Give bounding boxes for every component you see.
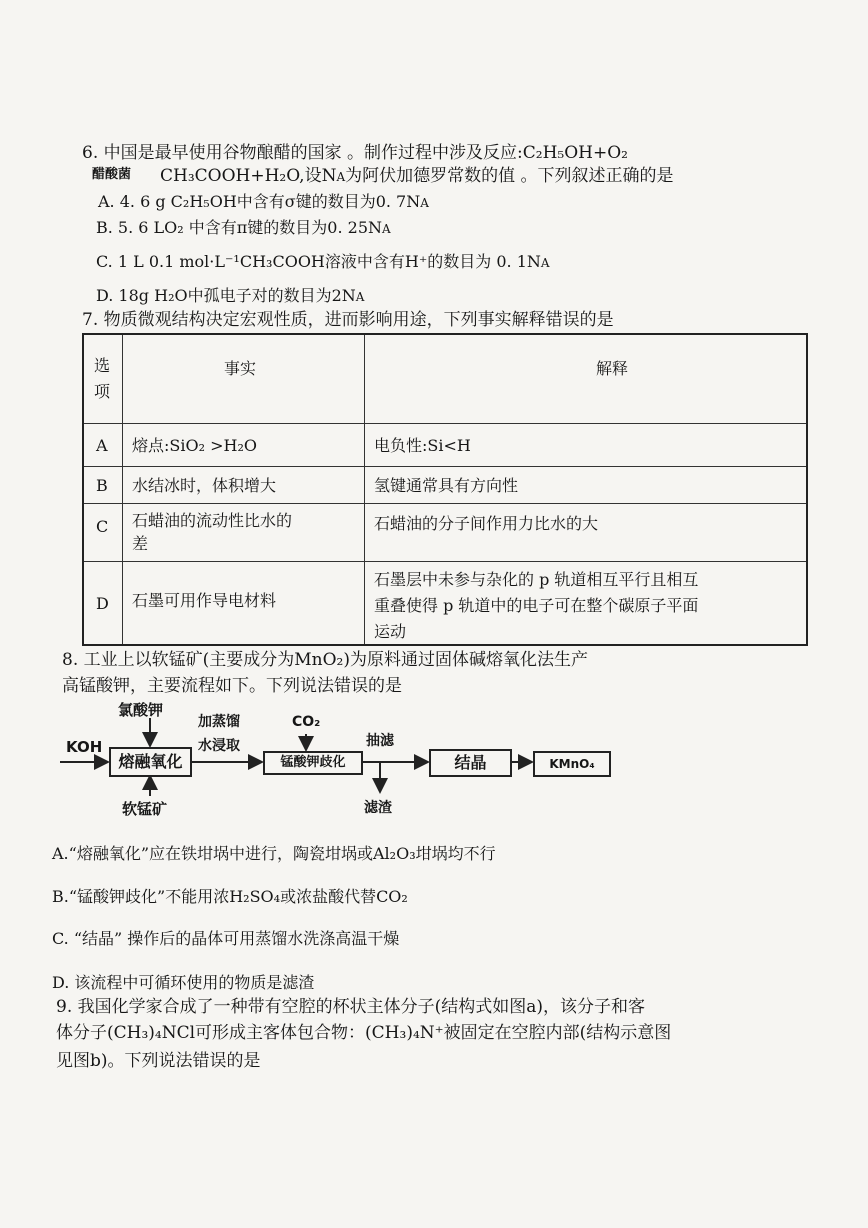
- table-row-a-explanation: 电负性:Si<H: [374, 436, 471, 455]
- flow-box-kmno4: KMnO₄: [533, 751, 611, 777]
- table-header-explanation: 解释: [596, 359, 629, 378]
- q6-stem-line2: CH₃COOH+H₂O,设NA为阿伏加德罗常数的值 。下列叙述正确的是: [160, 166, 674, 186]
- flow-step-label-2: 水浸取: [198, 738, 240, 754]
- table-row-c-option: C: [96, 517, 109, 536]
- table-header-fact: 事实: [224, 359, 257, 378]
- q9-stem-line2: 体分子(CH₃)₄NCl可形成主客体包合物：(CH₃)₄N⁺被固定在空腔内部(结构示意图: [56, 1023, 672, 1043]
- q7-stem: 7. 物质微观结构决定宏观性质，进而影响用途，下列事实解释错误的是: [82, 310, 614, 330]
- table-row-d-explanation: 石墨层中未参与杂化的 p 轨道相互平行且相互 重叠使得 p 轨道中的电子可在整个碳原子平面 运动: [374, 570, 699, 641]
- flow-box-fusion-oxidation: 熔融氧化: [109, 747, 192, 777]
- flow-ore-label: 软锰矿: [122, 800, 168, 818]
- table-row-b-fact: 水结冰时，体积增大: [132, 476, 277, 495]
- flow-box-disproportionation: 锰酸钾歧化: [263, 751, 363, 775]
- table-row-d-fact: 石墨可用作导电材料: [132, 591, 277, 610]
- q8-stem-line1: 8. 工业上以软锰矿(主要成分为MnO₂)为原料通过固体碱熔氧化法生产: [62, 650, 588, 670]
- table-row-d-option: D: [96, 594, 109, 613]
- q6-stem-line1: 6. 中国是最早使用谷物酿醋的国家 。制作过程中涉及反应:C₂H₅OH+O₂: [82, 143, 628, 163]
- flow-kclo3-label: 氯酸钾: [118, 701, 164, 719]
- table-row-a-fact: 熔点:SiO₂ >H₂O: [132, 436, 257, 455]
- q8-option-b: B.“锰酸钾歧化”不能用浓H₂SO₄或浓盐酸代替CO₂: [52, 887, 408, 906]
- flow-koh-label: KOH: [66, 738, 103, 756]
- q9-stem-line3: 见图b)。下列说法错误的是: [56, 1051, 261, 1071]
- table-row-a-option: A: [96, 436, 108, 455]
- flow-step-label-1: 加蒸馏: [198, 714, 240, 730]
- q6-option-d: D. 18g H₂O中孤电子对的数目为2NA: [96, 286, 365, 305]
- flow-co2-label: CO₂: [292, 714, 321, 730]
- q6-option-a: A. 4. 6 g C₂H₅OH中含有σ键的数目为0. 7NA: [98, 192, 429, 211]
- q8-option-d: D. 该流程中可循环使用的物质是滤渣: [52, 973, 315, 992]
- q6-option-c: C. 1 L 0.1 mol·L⁻¹CH₃COOH溶液中含有H⁺的数目为 0. 1NA: [96, 252, 550, 271]
- q8-option-c: C. “结晶” 操作后的晶体可用蒸馏水洗涤高温干燥: [52, 929, 400, 948]
- table-row-b-explanation: 氢键通常具有方向性: [374, 476, 519, 495]
- q9-stem-line1: 9. 我国化学家合成了一种带有空腔的杯状主体分子(结构式如图a)，该分子和客: [56, 997, 646, 1017]
- table-header-option: 选 项: [94, 356, 111, 401]
- table-row-c-explanation: 石蜡油的分子间作用力比水的大: [374, 514, 599, 533]
- q6-catalyst-label: 醋酸菌: [92, 167, 132, 182]
- flow-residue-label: 滤渣: [364, 800, 392, 816]
- q8-option-a: A.“熔融氧化”应在铁坩埚中进行，陶瓷坩埚或Al₂O₃坩埚均不行: [52, 844, 496, 863]
- table-row-b-option: B: [96, 476, 108, 495]
- flow-filter-label: 抽滤: [366, 733, 394, 749]
- q6-option-b: B. 5. 6 LO₂ 中含有π键的数目为0. 25NA: [96, 218, 391, 237]
- table-row-c-fact: 石蜡油的流动性比水的 差: [132, 511, 293, 553]
- q8-stem-line2: 高锰酸钾，主要流程如下。下列说法错误的是: [62, 676, 402, 696]
- flow-box-crystallization: 结晶: [429, 749, 512, 777]
